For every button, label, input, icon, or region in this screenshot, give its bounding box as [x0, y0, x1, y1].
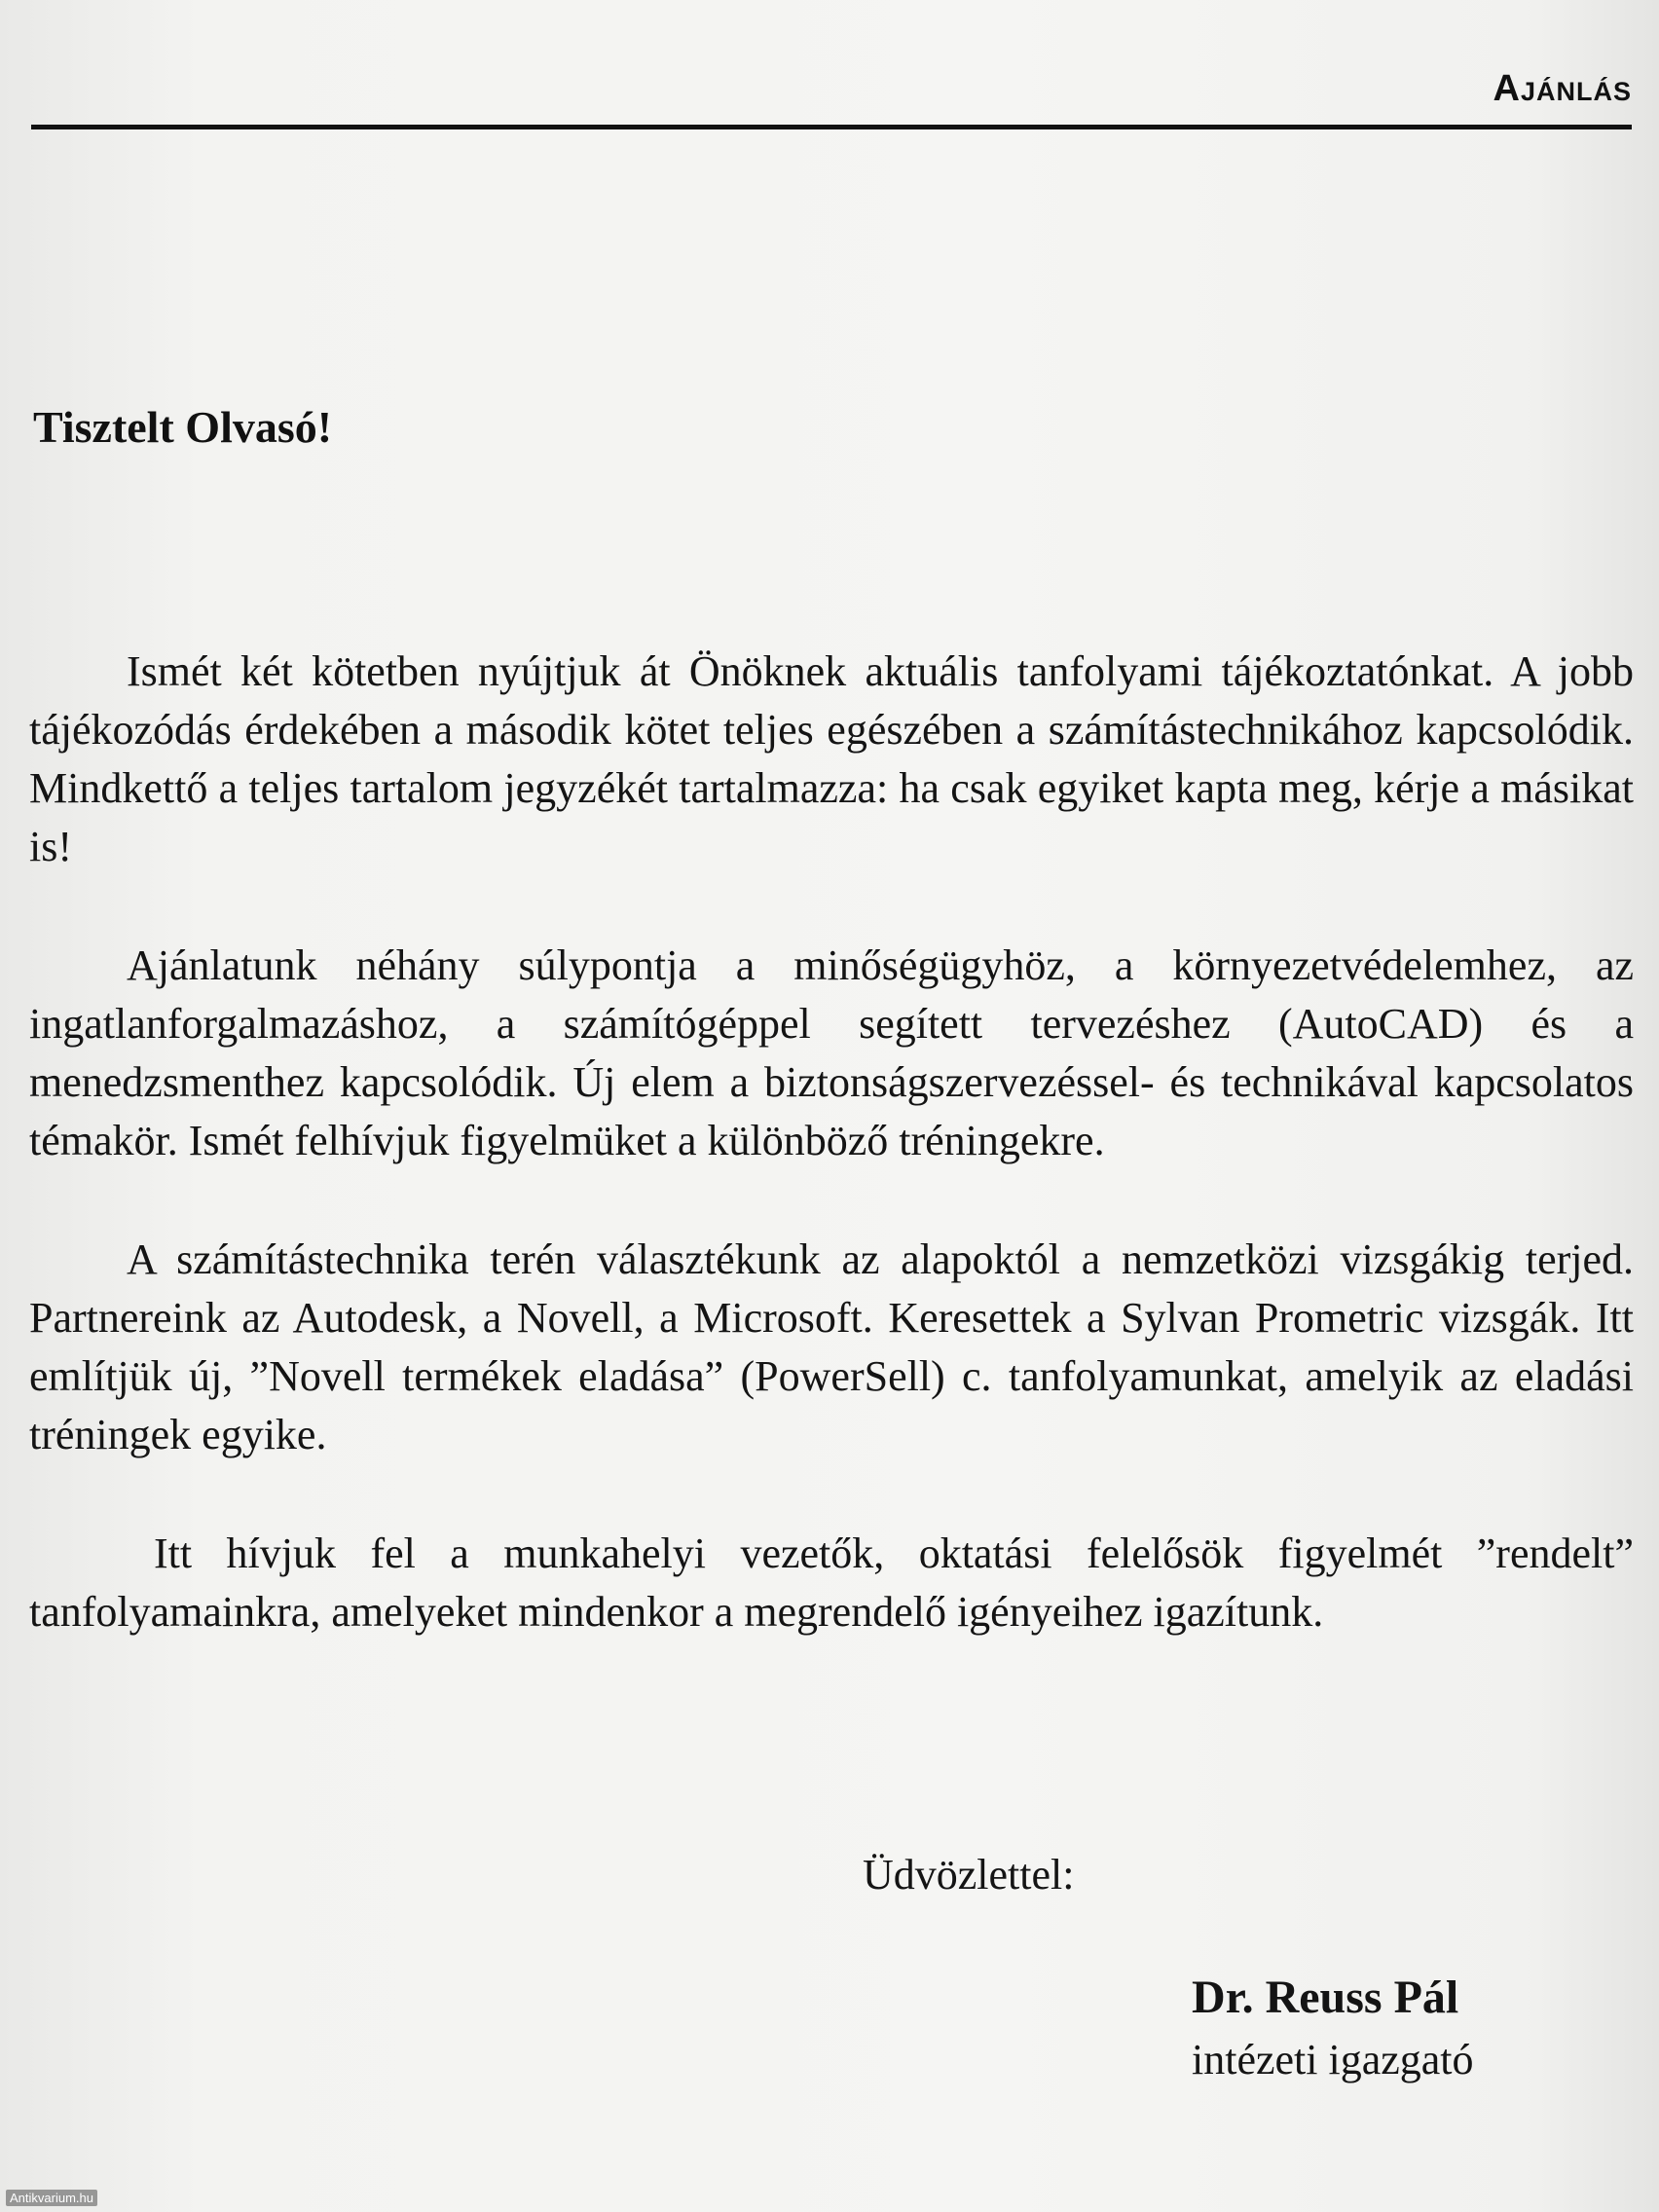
watermark-label: Antikvarium.hu	[6, 2190, 97, 2206]
letter-paragraph: Ajánlatunk néhány súlypontja a minőségügyhöz, a környezetvédelemhez, az ingatlanforgalmazáshoz, a számítógéppel segített tervezéshez (AutoCAD) és a menedzsmenthez kapcsolódik. Új elem a biztonságszervezéssel- és technikával kapcsolatos témakör. Ismét felhívjuk figyelmüket a különböző tréningekre.	[29, 941, 1634, 1164]
letter-salutation: Tisztelt Olvasó!	[33, 402, 333, 452]
signer-name: Dr. Reuss Pál	[1192, 1972, 1459, 2023]
letter-closing: Üdvözlettel:	[863, 1851, 1075, 1899]
letter-paragraph: Itt hívjuk fel a munkahelyi vezetők, oktatási felelősök figyelmét ”rendelt” tanfolyamainkra, amelyeket mindenkor a megrendelő igényeihez igazítunk.	[29, 1530, 1634, 1636]
page-header	[31, 68, 1632, 129]
header-rule	[31, 125, 1632, 129]
letter-paragraph: A számítástechnika terén választékunk az alapoktól a nemzetközi vizsgákig terjed. Partnereink az Autodesk, a Novell, a Microsoft. Keresettek a Sylvan Prometric vizsgák. Itt említjük új, ”Novell termékek eladása” (PowerSell) c. tanfolyamunkat, amelyik az eladási tréningek egyike.	[29, 1235, 1634, 1458]
signer-title: intézeti igazgató	[1192, 2036, 1474, 2083]
section-label: Ajánlás	[1493, 68, 1632, 109]
letter-paragraph: Ismét két kötetben nyújtjuk át Önöknek aktuális tanfolyami tájékoztatónkat. A jobb tájékozódás érdekében a második kötet teljes egészében a számítástechnikához kapcsolódik. Mindkettő a teljes tartalom jegyzékét tartalmazza: ha csak egyiket kapta meg, kérje a másikat is!	[29, 647, 1634, 870]
letter-body	[29, 643, 1634, 1641]
